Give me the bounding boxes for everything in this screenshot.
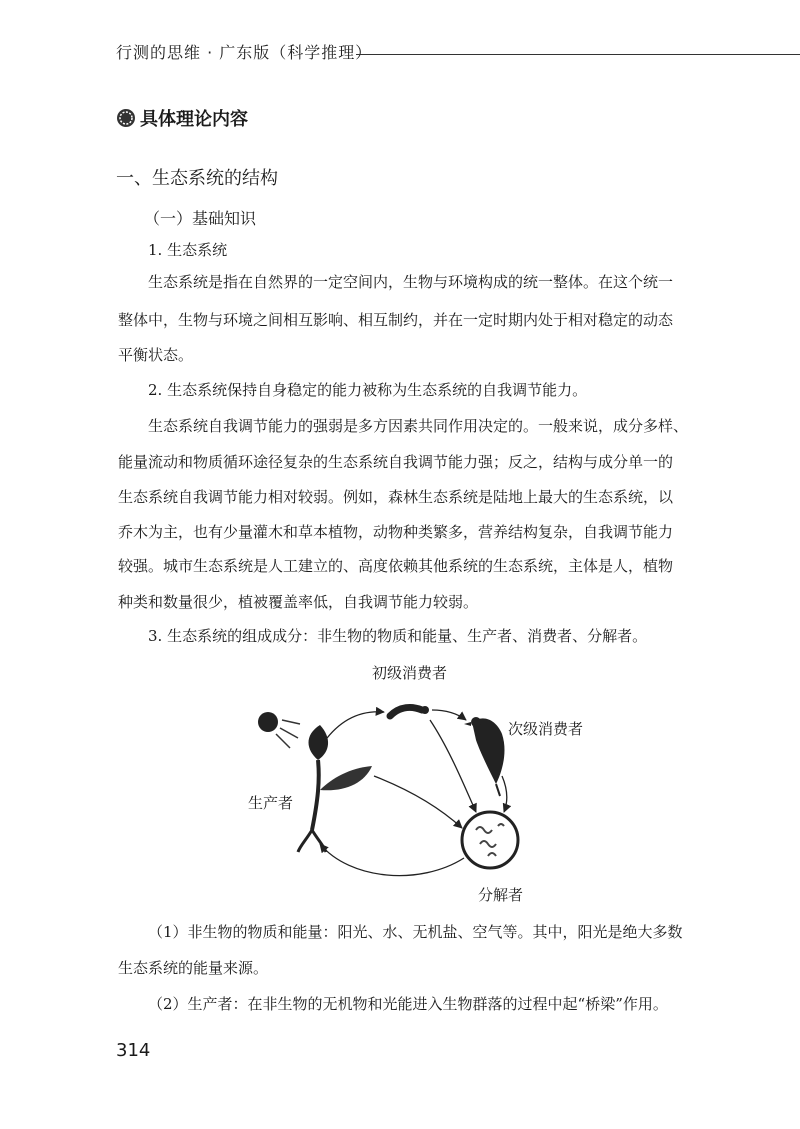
decomposer-icon bbox=[462, 812, 518, 868]
label-secondary-consumer: 次级消费者 bbox=[508, 720, 584, 738]
section-heading-text: 具体理论内容 bbox=[140, 109, 248, 130]
sun-icon bbox=[258, 712, 300, 748]
caterpillar-icon bbox=[390, 706, 429, 716]
para1-line-1: 生态系统是指在自然界的一定空间内，生物与环境构成的统一整体。在这个统一 bbox=[148, 273, 674, 291]
header-title: 行测的思维 · 广东版（科学推理） bbox=[116, 40, 378, 63]
section-heading bbox=[116, 105, 248, 131]
item-1-title: 1. 生态系统 bbox=[148, 241, 228, 259]
para4-line-1: （2）生产者：在非生物的无机物和光能进入生物群落的过程中起“桥梁”作用。 bbox=[148, 995, 668, 1013]
para2-line-1: 生态系统自我调节能力的强弱是多方因素共同作用决定的。一般来说，成分多样、 bbox=[148, 417, 689, 435]
para2-line-2: 能量流动和物质循环途径复杂的生态系统自我调节能力强；反之，结构与成分单一的 bbox=[118, 453, 674, 471]
header-rule bbox=[356, 54, 800, 55]
para1-line-3: 平衡状态。 bbox=[118, 346, 194, 364]
item-2-title: 2. 生态系统保持自身稳定的能力被称为生态系统的自我调节能力。 bbox=[148, 381, 588, 399]
para2-line-5: 较强。城市生态系统是人工建立的、高度依赖其他系统的生态系统，主体是人，植物 bbox=[118, 557, 674, 575]
para2-line-6: 种类和数量很少，植被覆盖率低，自我调节能力较弱。 bbox=[118, 593, 479, 611]
bird-icon bbox=[464, 717, 504, 796]
para3-line-1: （1）非生物的物质和能量：阳光、水、无机盐、空气等。其中，阳光是绝大多数 bbox=[148, 923, 683, 941]
para1-line-2: 整体中，生物与环境之间相互影响、相互制约，并在一定时期内处于相对稳定的动态 bbox=[118, 311, 674, 329]
para2-line-4: 乔木为主，也有少量灌木和草本植物，动物种类繁多，营养结构复杂，自我调节能力 bbox=[118, 523, 674, 541]
page-number: 314 bbox=[116, 1040, 151, 1061]
heading-level-1: 一、生态系统的结构 bbox=[116, 168, 278, 189]
running-header bbox=[116, 36, 716, 66]
label-primary-consumer: 初级消费者 bbox=[372, 664, 448, 682]
section-badge-icon bbox=[116, 108, 136, 128]
heading-level-2: （一）基础知识 bbox=[144, 209, 257, 228]
ecosystem-diagram bbox=[240, 680, 560, 890]
para2-line-3: 生态系统自我调节能力相对较弱。例如，森林生态系统是陆地上最大的生态系统，以 bbox=[118, 488, 674, 506]
label-decomposer: 分解者 bbox=[478, 886, 524, 904]
item-3-title: 3. 生态系统的组成成分：非生物的物质和能量、生产者、消费者、分解者。 bbox=[148, 627, 648, 645]
label-producer: 生产者 bbox=[248, 794, 294, 812]
plant-icon bbox=[298, 725, 372, 852]
para3-line-2: 生态系统的能量来源。 bbox=[118, 959, 269, 977]
